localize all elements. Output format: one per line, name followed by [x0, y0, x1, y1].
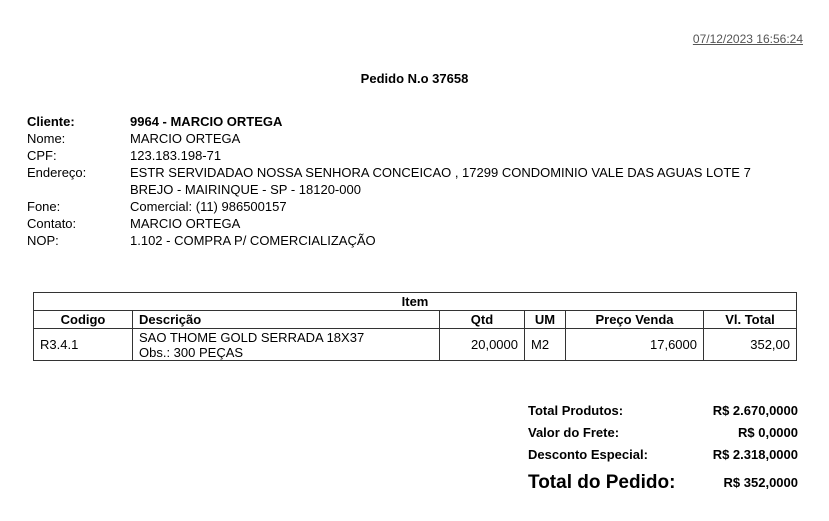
cell-um: M2: [525, 329, 566, 361]
client-label: Cliente:: [27, 114, 75, 129]
client-value: 9964 - MARCIO ORTEGA: [130, 114, 283, 129]
total-products-label: Total Produtos:: [528, 403, 624, 418]
address-line-2: BREJO - MAIRINQUE - SP - 18120-000: [130, 182, 361, 197]
phone-value: Comercial: (11) 986500157: [130, 199, 287, 214]
nop-value: 1.102 - COMPRA P/ COMERCIALIZAÇÃO: [130, 233, 376, 248]
print-timestamp: 07/12/2023 16:56:24: [692, 32, 803, 46]
table-row: [34, 329, 797, 361]
order-total-value: R$ 352,0000: [723, 475, 798, 490]
client-info-section: [27, 113, 817, 249]
contact-label: Contato:: [27, 216, 77, 231]
cpf-value: 123.183.198-71: [130, 148, 222, 163]
client-row: [27, 113, 817, 130]
discount-row: [528, 444, 798, 466]
cell-descricao: [133, 329, 440, 361]
address-label: Endereço:: [27, 165, 87, 180]
cell-qtd: 20,0000: [440, 329, 525, 361]
column-header-qtd: Qtd: [440, 311, 525, 329]
column-header-codigo: Codigo: [34, 311, 133, 329]
discount-label: Desconto Especial:: [528, 447, 648, 462]
discount-value: R$ 2.318,0000: [712, 447, 798, 462]
contact-row: [27, 215, 817, 232]
order-total-label: Total do Pedido:: [528, 472, 676, 493]
total-products-row: [528, 400, 798, 422]
phone-label: Fone:: [27, 199, 61, 214]
items-table: [33, 292, 797, 361]
item-observation: Obs.: 300 PEÇAS: [139, 344, 244, 360]
nop-label: NOP:: [27, 233, 59, 248]
address-row: [27, 164, 817, 198]
name-label: Nome:: [27, 131, 66, 146]
order-total-row: [528, 468, 798, 498]
order-title: Pedido N.o 37658: [360, 71, 469, 86]
address-line-1: ESTR SERVIDADAO NOSSA SENHORA CONCEICAO , 17299 CONDOMINIO VALE DAS AGUAS LOTE 7: [130, 165, 751, 180]
cell-codigo: R3.4.1: [34, 329, 133, 361]
name-row: [27, 130, 817, 147]
items-column-header-row: [34, 311, 797, 329]
name-value: MARCIO ORTEGA: [130, 131, 241, 146]
address-value: [130, 164, 817, 198]
freight-row: [528, 422, 798, 444]
column-header-preco: Preço Venda: [566, 311, 704, 329]
cell-total: 352,00: [704, 329, 797, 361]
nop-row: [27, 232, 817, 249]
cpf-row: [27, 147, 817, 164]
total-products-value: R$ 2.670,0000: [712, 403, 798, 418]
column-header-total: Vl. Total: [704, 311, 797, 329]
column-header-um: UM: [525, 311, 566, 329]
totals-section: [528, 400, 798, 498]
item-description: SAO THOME GOLD SERRADA 18X37: [139, 329, 365, 345]
cpf-label: CPF:: [27, 148, 57, 163]
items-group-header: Item: [34, 293, 797, 311]
items-group-header-row: [34, 293, 797, 311]
column-header-descricao: Descrição: [133, 311, 440, 329]
cell-preco: 17,6000: [566, 329, 704, 361]
phone-row: [27, 198, 817, 215]
contact-value: MARCIO ORTEGA: [130, 216, 241, 231]
freight-value: R$ 0,0000: [738, 425, 798, 440]
freight-label: Valor do Frete:: [528, 425, 620, 440]
